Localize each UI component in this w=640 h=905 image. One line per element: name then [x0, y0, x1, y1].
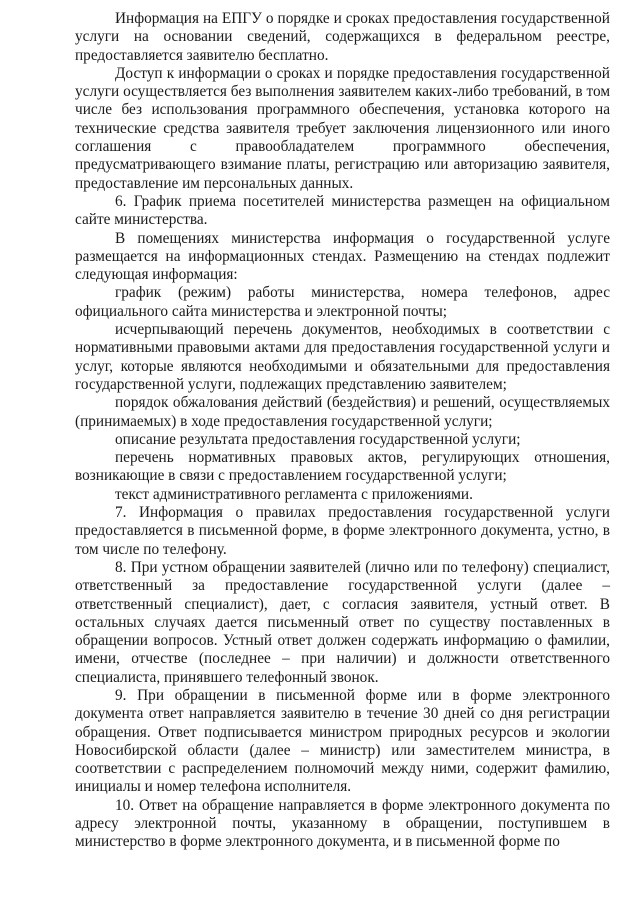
- paragraph-7-rules: 7. Информация о правилах предоставления государственной услуги предоставляется в письменной форме, в форме электронного документа, устно, в том числе по телефону.: [75, 504, 610, 558]
- paragraph-6-schedule: 6. График приема посетителей министерства размещен на официальном сайте министерства.: [75, 192, 610, 229]
- paragraph-access-info: Доступ к информации о сроках и порядке предоставления государственной услуги осуществляется без выполнения заявителем каких-либо требований, в том числе без использования программного обеспечения, установка которого на технические средства заявителя требует заключения лицензионного или иного соглашения с правообладателем программного обеспечения, предусматривающего взимание платы, регистрацию или авторизацию заявителя, предоставление им персональных данных.: [75, 64, 610, 192]
- paragraph-9-written: 9. При обращении в письменной форме или в форме электронного документа ответ направляется заявителю в течение 30 дней со дня регистрации обращения. Ответ подписывается министром природных ресурсов и экологии Новосибирской области (далее – министр) или заместителем министра, в соответствии с распределением полномочий между ними, содержит фамилию, инициалы и номер телефона исполнителя.: [75, 686, 610, 796]
- paragraph-stands-documents: исчерпывающий перечень документов, необходимых в соответствии с нормативными правовыми актами для предоставления государственной услуги и услуг, которые являются необходимыми и обязательными для предоставления государственной услуги, подлежащих представлению заявителем;: [75, 321, 610, 393]
- paragraph-stands-appeal: порядок обжалования действий (бездействия) и решений, осуществляемых (принимаемых) в ходе предоставления государственной услуги;: [75, 394, 610, 430]
- paragraph-stands-schedule: график (режим) работы министерства, номера телефонов, адрес официального сайта министерства и электронной почты;: [75, 284, 610, 320]
- paragraph-8-oral: 8. При устном обращении заявителей (лично или по телефону) специалист, ответственный за предоставление государственной услуги (далее – ответственный специалист), дает, с согласия заявителя, устный ответ. В остальных случаях дается письменный ответ по существу поставленных в обращении вопросов. Устный ответ должен содержать информацию о фамилии, имени, отчестве (последнее – при наличии) и должности ответственного специалиста, принявшего телефонный звонок.: [75, 558, 610, 686]
- paragraph-10-response: 10. Ответ на обращение направляется в форме электронного документа по адресу электронной почты, указанному в обращении, поступившем в министерство в форме электронного документа, и в письменной форме по: [75, 796, 610, 851]
- document-body: [75, 10, 610, 852]
- paragraph-stands: В помещениях министерства информация о государственной услуге размещается на информационных стендах. Размещению на стендах подлежит следующая информация:: [75, 229, 610, 284]
- paragraph-stands-regulation: текст административного регламента с приложениями.: [115, 485, 473, 503]
- paragraph-stands-acts: перечень нормативных правовых актов, регулирующих отношения, возникающие в связи с предоставлением государственной услуги;: [75, 449, 610, 485]
- paragraph-epgu-info: Информация на ЕПГУ о порядке и сроках предоставления государственной услуги на основании сведений, содержащихся в федеральном реестре, предоставляется заявителю бесплатно.: [75, 10, 610, 64]
- paragraph-stands-result: описание результата предоставления государственной услуги;: [115, 430, 521, 448]
